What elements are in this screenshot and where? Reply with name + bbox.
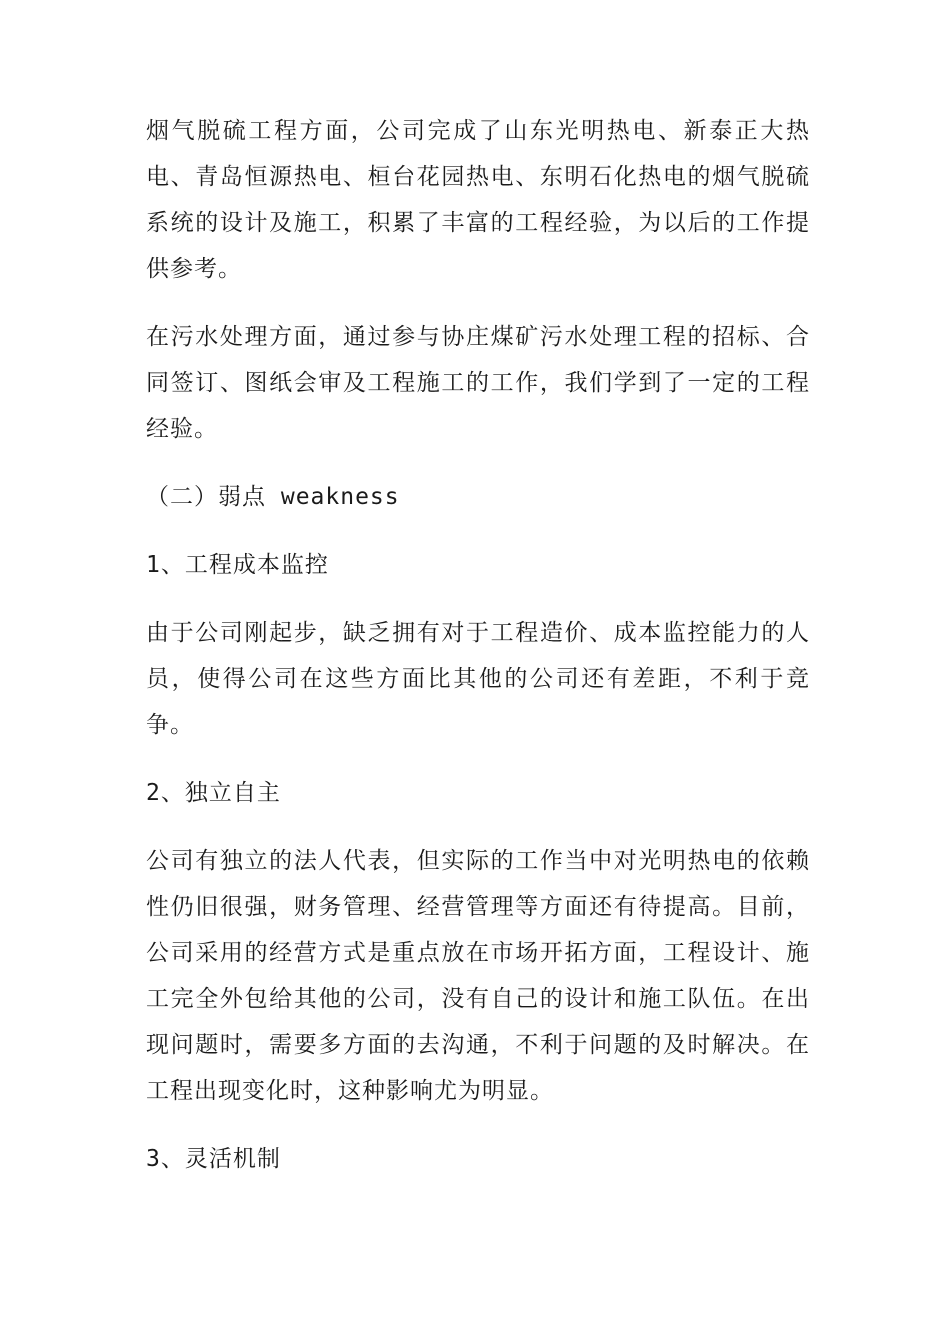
subheading-flexible-mechanism: 3、灵活机制 [146, 1146, 281, 1172]
document-body [146, 108, 810, 1204]
paragraph-cost-control: 由于公司刚起步，缺乏拥有对于工程造价、成本监控能力的人员，使得公司在这些方面比其他的公司还有差距，不利于竞争。 [146, 620, 810, 738]
paragraph-flue-gas-desulfurization: 烟气脱硫工程方面，公司完成了山东光明热电、新泰正大热电、青岛恒源热电、桓台花园热电、东明石化热电的烟气脱硫系统的设计及施工，积累了丰富的工程经验，为以后的工作提供参考。 [146, 118, 810, 282]
section-heading-weakness: （二）弱点 weakness [146, 484, 400, 510]
paragraph-sewage-treatment: 在污水处理方面，通过参与协庄煤矿污水处理工程的招标、合同签订、图纸会审及工程施工的工作，我们学到了一定的工程经验。 [146, 324, 810, 442]
subheading-independence: 2、独立自主 [146, 780, 281, 806]
subheading-cost-control: 1、工程成本监控 [146, 552, 329, 578]
paragraph-independence: 公司有独立的法人代表，但实际的工作当中对光明热电的依赖性仍旧很强，财务管理、经营管理等方面还有待提高。目前，公司采用的经营方式是重点放在市场开拓方面，工程设计、施工完全外包给其他的公司，没有自己的设计和施工队伍。在出现问题时，需要多方面的去沟通，不利于问题的及时解决。在工程出现变化时，这种影响尤为明显。 [146, 848, 810, 1104]
